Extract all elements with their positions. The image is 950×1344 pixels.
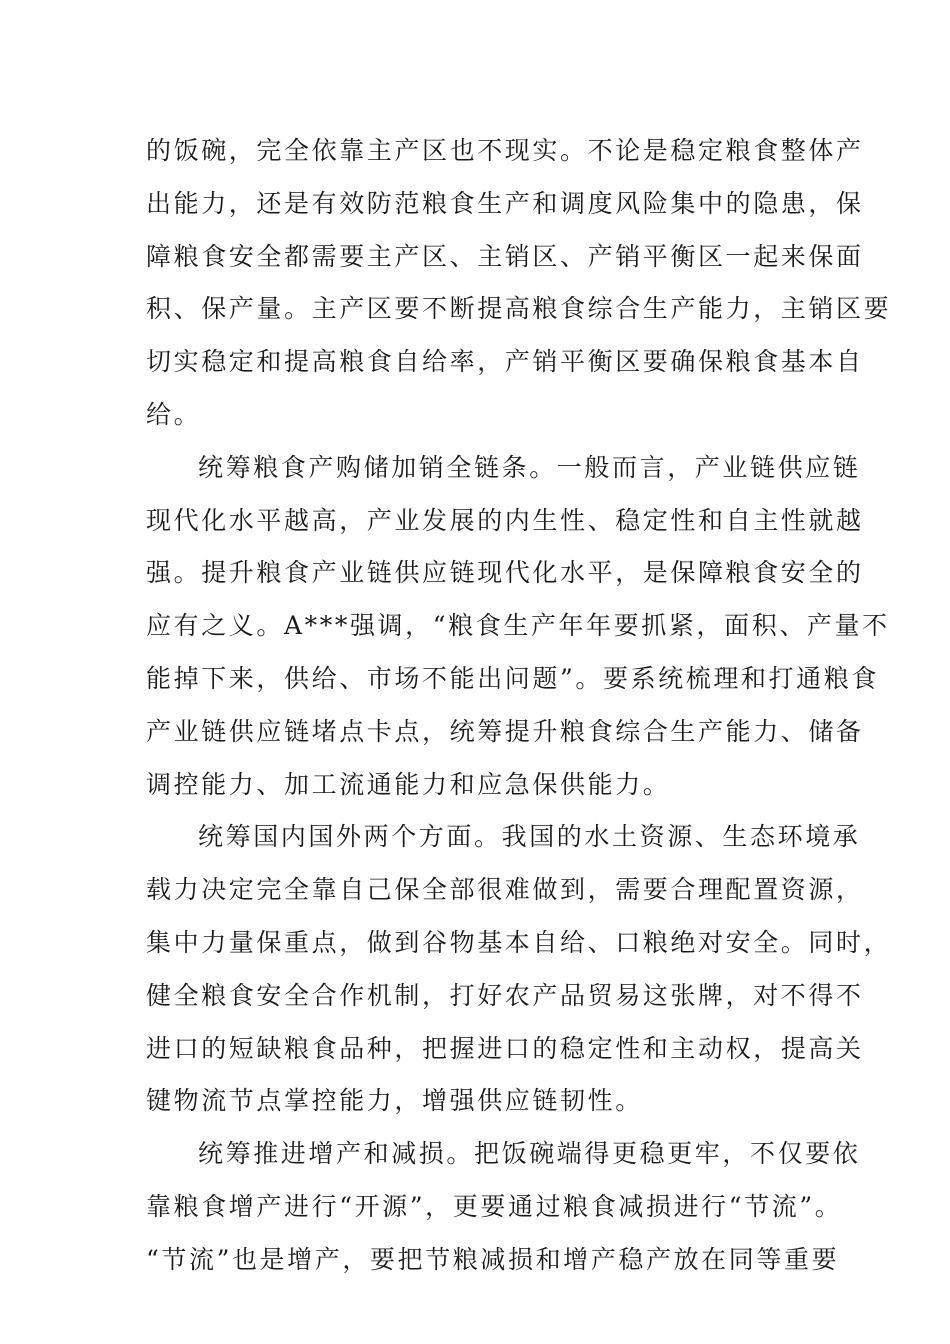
text-line: 切实稳定和提高粮食自给率，产销平衡区要确保粮食基本自 [146, 347, 864, 377]
body-text [146, 125, 892, 1287]
text-line: 调控能力、加工流通能力和应急保供能力。 [146, 769, 671, 799]
text-line: 积、保产量。主产区要不断提高粮食综合生产能力，主销区要 [146, 294, 892, 324]
paragraph-start-line: 统筹国内国外两个方面。我国的水土资源、生态环境承 [198, 822, 861, 852]
text-line: “节流”也是增产，要把节粮减损和增产稳产放在同等重要 [146, 1244, 840, 1274]
text-line: 进口的短缺粮食品种，把握进口的稳定性和主动权，提高关 [146, 1033, 864, 1063]
text-line: 出能力，还是有效防范粮食生产和调度风险集中的隐患，保 [146, 188, 864, 218]
text-line: 给。 [146, 399, 202, 429]
text-line: 健全粮食安全合作机制，打好农产品贸易这张牌，对不得不 [146, 980, 864, 1010]
paragraph-start-line: 统筹粮食产购储加销全链条。一般而言，产业链供应链 [198, 452, 861, 482]
text-line: 现代化水平越高，产业发展的内生性、稳定性和自主性就越 [146, 505, 864, 535]
text-line: 能掉下来，供给、市场不能出问题”。要系统梳理和打通粮食 [146, 663, 879, 693]
text-line: 的饭碗，完全依靠主产区也不现实。不论是稳定粮食整体产 [146, 136, 864, 165]
text-line: 障粮食安全都需要主产区、主销区、产销平衡区一起来保面 [146, 241, 864, 271]
text-line: 强。提升粮食产业链供应链现代化水平，是保障粮食安全的 [146, 558, 864, 588]
text-line: 键物流节点掌控能力，增强供应链韧性。 [146, 1086, 643, 1116]
text-line: 靠粮食增产进行“开源”，更要通过粮食减损进行“节流”。 [146, 1191, 843, 1221]
text-line: 载力决定完全靠自己保全部很难做到，需要合理配置资源， [146, 875, 864, 905]
text-line: 应有之义。A***强调，“粮食生产年年要抓紧，面积、产量不 [146, 611, 890, 641]
text-line: 产业链供应链堵点卡点，统筹提升粮食综合生产能力、储备 [146, 716, 864, 746]
paragraph-start-line: 统筹推进增产和减损。把饭碗端得更稳更牢，不仅要依 [198, 1139, 861, 1169]
text-line: 集中力量保重点，做到谷物基本自给、口粮绝对安全。同时， [146, 927, 892, 957]
